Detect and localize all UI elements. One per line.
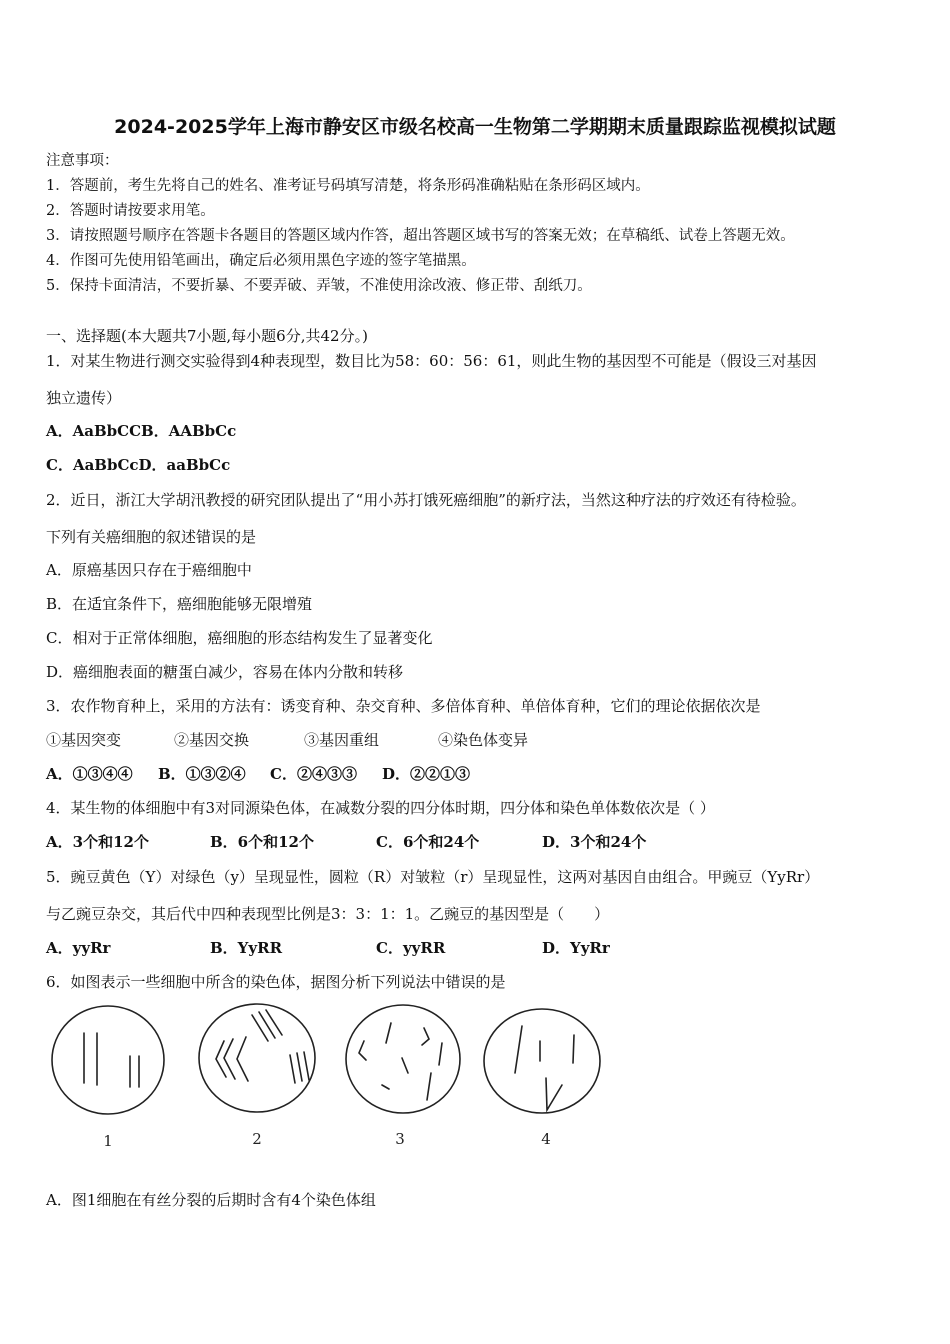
section-heading: 一、选择题(本大题共7小题,每小题6分,共42分。) — [46, 327, 368, 345]
question-2-option-c: C．相对于正常体细胞，癌细胞的形态结构发生了显著变化 — [46, 629, 433, 647]
cell-2-chromosome — [224, 1039, 235, 1079]
note-item: 3．请按照题号顺序在答题卡各题目的答题区域内作答，超出答题区域书写的答案无效；在草稿纸、试卷上答题无效。 — [46, 228, 795, 244]
cell-4-chromosome — [546, 1078, 562, 1110]
q5-option: C．yyRR — [376, 939, 446, 957]
question-3-stem: 3．农作物育种上，采用的方法有：诱变育种、杂交育种、多倍体育种、单倍体育种，它们的理论依据依次是 — [46, 697, 761, 715]
cell-2-chromosome — [252, 1015, 268, 1041]
question-5-stem-cont: 与乙豌豆杂交，其后代中四种表现型比例是3：3：1：1。乙豌豆的基因型是（ ） — [46, 905, 610, 923]
q3-item: ④染色体变异 — [438, 731, 529, 749]
question-2-option-d: D．癌细胞表面的糖蛋白减少，容易在体内分散和转移 — [46, 663, 404, 681]
question-4-options — [46, 832, 746, 852]
q3-item: ③基因重组 — [304, 731, 380, 749]
cell-3-chromosome — [386, 1023, 391, 1043]
question-1-options-cd: C．AaBbCcD．aaBbCc — [46, 456, 231, 474]
question-2-option-a: A．原癌基因只存在于癌细胞中 — [46, 561, 252, 579]
note-item: 4．作图可先使用铅笔画出，确定后必须用黑色字迹的签字笔描黑。 — [46, 253, 476, 269]
cell-1-outline — [52, 1006, 164, 1114]
note-item: 1．答题前，考生先将自己的姓名、准考证号码填写清楚，将条形码准确粘贴在条形码区域内。 — [46, 178, 650, 194]
q3-option: D．②②①③ — [382, 765, 471, 783]
note-item: 2．答题时请按要求用笔。 — [46, 203, 215, 219]
cell-2-chromosome — [290, 1055, 295, 1083]
cell-3-chromosome — [427, 1073, 431, 1100]
notes-heading: 注意事项： — [46, 153, 119, 169]
cell-3-chromosome — [382, 1085, 389, 1089]
cell-3-chromosome — [422, 1028, 429, 1045]
chromosome-figure — [46, 1003, 626, 1163]
q5-option: B．YyRR — [210, 939, 283, 957]
q4-option: A．3个和12个 — [46, 833, 149, 851]
cell-3-chromosome — [359, 1041, 366, 1060]
q3-option: B．①③②④ — [158, 765, 246, 783]
question-4-stem: 4．某生物的体细胞中有3对同源染色体，在减数分裂的四分体时期，四分体和染色单体数依次是（ ） — [46, 799, 715, 817]
cell-3-chromosome — [402, 1058, 408, 1073]
cell-4-outline — [484, 1009, 600, 1113]
figure-label: 3 — [395, 1130, 405, 1148]
question-2-stem: 2．近日，浙江大学胡汛教授的研究团队提出了“用小苏打饿死癌细胞”的新疗法，当然这种疗法的疗效还有待检验。 — [46, 491, 806, 509]
question-1-stem: 1．对某生物进行测交实验得到4种表现型，数目比为58：60：56：61，则此生物的基因型不可能是（假设三对基因 — [46, 352, 817, 370]
cell-3-chromosome — [439, 1043, 442, 1065]
question-6-option-a: A．图1细胞在有丝分裂的后期时含有4个染色体组 — [46, 1191, 376, 1209]
question-1-options-ab: A．AaBbCCB．AABbCc — [46, 422, 237, 440]
q4-option: D．3个和24个 — [542, 833, 647, 851]
question-5-stem: 5．豌豆黄色（Y）对绿色（y）呈现显性，圆粒（R）对皱粒（r）呈现显性，这两对基因自由组合。甲豌豆（YyRr） — [46, 868, 820, 886]
cell-4-chromosome — [573, 1035, 574, 1063]
page-title: 2024-2025学年上海市静安区市级名校高一生物第二学期期末质量跟踪监视模拟试题 — [114, 116, 836, 138]
q3-option: C．②④③③ — [270, 765, 357, 783]
question-3-options — [46, 764, 646, 784]
q3-item: ①基因突变 — [46, 731, 122, 749]
q4-option: B．6个和12个 — [210, 833, 314, 851]
question-1-stem-cont: 独立遗传） — [46, 389, 122, 407]
cell-2-chromosome — [259, 1012, 275, 1038]
q4-option: C．6个和24个 — [376, 833, 480, 851]
figure-label: 4 — [541, 1130, 551, 1148]
q5-option: A．yyRr — [46, 939, 111, 957]
question-2-option-b: B．在适宜条件下，癌细胞能够无限增殖 — [46, 595, 313, 613]
figure-label: 1 — [103, 1132, 113, 1150]
cell-2-chromosome — [266, 1010, 282, 1035]
question-5-options — [46, 938, 746, 958]
cell-2-chromosome — [304, 1052, 309, 1080]
q3-item: ②基因交换 — [174, 731, 250, 749]
note-item: 5．保持卡面清洁，不要折暴、不要弄破、弄皱，不准使用涂改液、修正带、刮纸刀。 — [46, 278, 592, 294]
q5-option: D．YyRr — [542, 939, 610, 957]
cell-2-chromosome — [297, 1053, 302, 1081]
question-6-stem: 6．如图表示一些细胞中所含的染色体，据图分析下列说法中错误的是 — [46, 973, 506, 991]
question-3-items — [46, 730, 646, 750]
figure-label: 2 — [252, 1130, 262, 1148]
q3-option: A．①③④④ — [46, 765, 133, 783]
question-2-stem-cont: 下列有关癌细胞的叙述错误的是 — [46, 528, 257, 546]
cell-4-chromosome — [515, 1026, 522, 1073]
chromosome-diagram — [46, 1003, 626, 1163]
cell-2-chromosome — [237, 1037, 248, 1081]
